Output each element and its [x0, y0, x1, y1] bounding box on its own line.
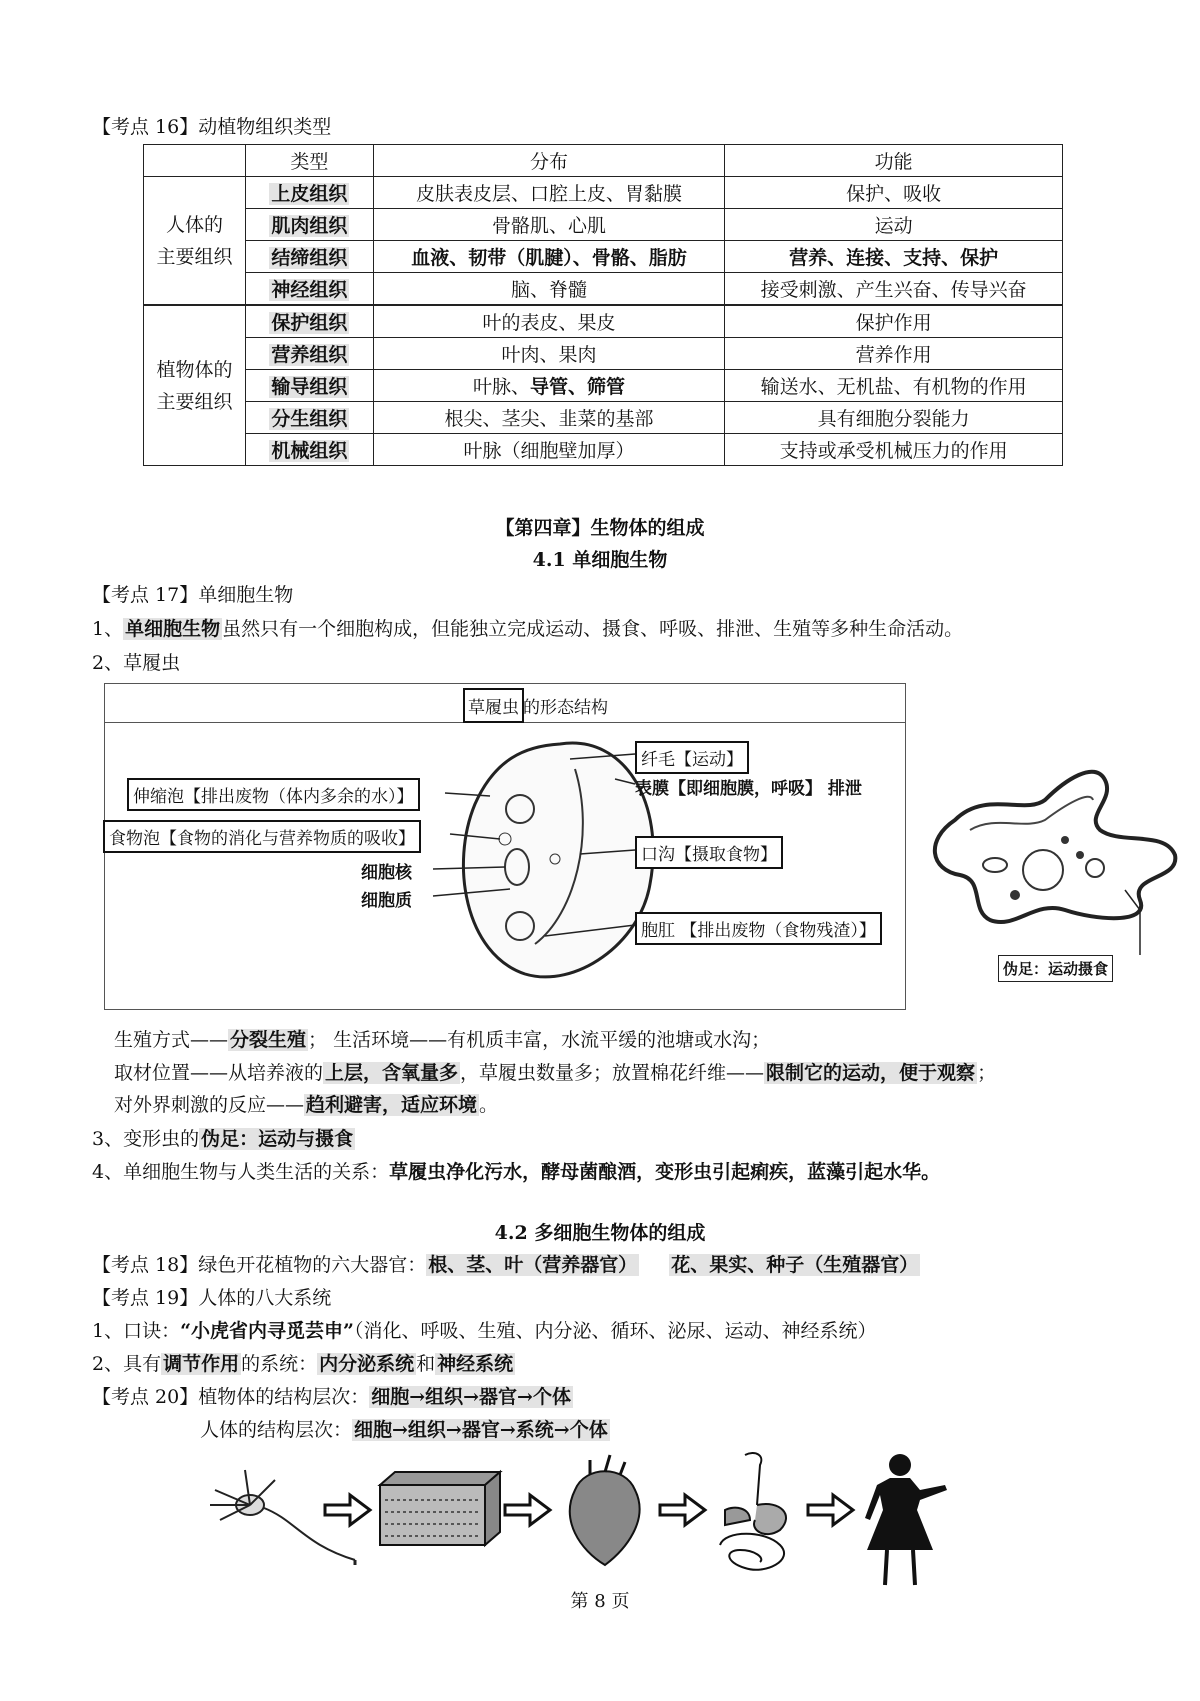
label-membrane	[635, 774, 862, 799]
repro-c: ； 生活环境——有机质丰富，水流平缓的池塘或水沟；	[308, 1029, 771, 1051]
tissue-dist: 脑、脊髓	[373, 273, 725, 306]
tissue-type-text: 神经组织	[271, 279, 348, 301]
tissue-dist: 叶的表皮、果皮	[373, 305, 725, 338]
tissue-func: 具有细胞分裂能力	[725, 402, 1063, 434]
k17-line1	[92, 614, 963, 641]
label-membrane-b: 排泄	[827, 779, 862, 799]
label-oral-groove: 口沟【摄取食物】	[635, 836, 783, 869]
tissue-dist: 叶脉（细胞壁加厚）	[373, 434, 725, 466]
table-header-empty	[144, 145, 246, 177]
tissue-type	[245, 434, 373, 466]
table-header-dist: 分布	[373, 145, 725, 177]
tissue-type-text: 营养组织	[271, 344, 348, 366]
neuron-icon	[210, 1470, 355, 1565]
k17-l1-a: 1、	[92, 618, 124, 640]
repro-line3	[114, 1090, 498, 1117]
tissue-func: 营养、连接、支持、保护	[725, 241, 1063, 273]
repro-d: 取材位置——从培养液的	[114, 1062, 324, 1084]
line4-relation	[92, 1157, 940, 1184]
table-row	[144, 370, 1063, 402]
repro-j: 趋利避害，适应环境	[306, 1094, 478, 1116]
page-number: 第 8 页	[570, 1591, 630, 1612]
tissue-type	[245, 402, 373, 434]
tissue-type	[245, 338, 373, 370]
l3-b: 伪足：运动与摄食	[201, 1128, 354, 1150]
diagram-title-b: 的形态结构	[523, 698, 608, 718]
amoeba-dot	[1061, 836, 1069, 844]
label-cytoplasm: 细胞质	[361, 891, 412, 911]
tissue-func: 输送水、无机盐、有机物的作用	[725, 370, 1063, 402]
repro-h: ；	[977, 1062, 997, 1084]
tissue-type	[245, 209, 373, 241]
diagram-title-a: 草履虫	[468, 698, 519, 718]
repro-g: 限制它的运动，便于观察	[766, 1062, 976, 1084]
tissue-type	[245, 305, 373, 338]
table-row	[144, 402, 1063, 434]
arrow-icon	[808, 1495, 853, 1525]
k20-a: 【考点 20】植物体的结构层次：	[92, 1386, 370, 1408]
k19-line2	[92, 1349, 515, 1376]
tissue-func: 支持或承受机械压力的作用	[725, 434, 1063, 466]
tissue-func: 接受刺激、产生兴奋、传导兴奋	[725, 273, 1063, 306]
plant-group-label	[144, 305, 246, 466]
plant-group-text: 植物体的 主要组织	[156, 358, 233, 413]
tissue-dist: 皮肤表皮层、口腔上皮、胃黏膜	[373, 177, 725, 209]
tissue-type	[245, 370, 373, 402]
k20-line1	[92, 1382, 573, 1409]
amoeba-dot	[1076, 851, 1084, 859]
label-contractile-vacuole: 伸缩泡【排出废物（体内多余的水）】	[127, 778, 420, 811]
k16-title: 【考点 16】动植物组织类型	[92, 116, 332, 138]
k19-l1-a: 1、口诀：	[92, 1320, 181, 1342]
table-row	[144, 209, 1063, 241]
l4-b: 草履虫净化污水，酵母菌酿酒，变形虫引起痢疾，蓝藻引起水华。	[389, 1161, 941, 1183]
k20-c: 人体的结构层次：	[200, 1419, 353, 1441]
label-membrane-a: 表膜【即细胞膜，呼吸】	[635, 779, 822, 799]
l3-a: 3、变形虫的	[92, 1128, 200, 1150]
k17-l1-b: 单细胞生物	[125, 618, 221, 640]
k18-line	[92, 1250, 920, 1277]
arrow-icon	[505, 1495, 550, 1525]
tissue-dist	[373, 370, 725, 402]
k18-b: 根、茎、叶（营养器官）	[428, 1254, 638, 1276]
label-anal-pore: 胞肛 【排出废物（食物残渣）】	[635, 912, 882, 945]
k19-title: 【考点 19】人体的八大系统	[92, 1287, 332, 1309]
k19-l1-b: “小虎省内寻觅芸申”	[180, 1320, 354, 1342]
chapter-title: 【第四章】生物体的组成	[495, 517, 705, 539]
tissue-type-text: 机械组织	[271, 440, 348, 462]
tissue-type-text: 分生组织	[271, 408, 348, 430]
tissue-type-text: 结缔组织	[271, 247, 348, 269]
table-header-func: 功能	[725, 145, 1063, 177]
tissue-dist-a: 叶脉、	[473, 376, 531, 398]
table-header-type: 类型	[245, 145, 373, 177]
tissue-func: 运动	[725, 209, 1063, 241]
repro-b: 分裂生殖	[230, 1029, 307, 1051]
section-title-4-2: 4.2 多细胞生物体的组成	[494, 1222, 706, 1244]
k17-line2: 2、草履虫	[92, 652, 181, 674]
k20-d: 细胞→组织→器官→系统→个体	[354, 1419, 608, 1441]
hierarchy-illustration	[205, 1450, 1005, 1590]
k20-b: 细胞→组织→器官→个体	[371, 1386, 571, 1408]
k20-line2	[200, 1415, 610, 1442]
tissue-type-text: 保护组织	[271, 312, 348, 334]
label-food-vacuole: 食物泡【食物的消化与营养物质的吸收】	[103, 820, 421, 853]
human-group-text: 人体的 主要组织	[156, 213, 233, 268]
tissue-dist-b: 导管、筛管	[530, 376, 626, 398]
k17-l1-c: 虽然只有一个细胞构成，但能独立完成运动、摄食、呼吸、排泄、生殖等多种生命活动。	[222, 618, 964, 640]
tissue-type	[245, 241, 373, 273]
table-row	[144, 273, 1063, 306]
k19-l2-a: 2、具有	[92, 1353, 162, 1375]
tissue-func: 保护作用	[725, 305, 1063, 338]
tissue-dist: 叶肉、果肉	[373, 338, 725, 370]
label-nucleus: 细胞核	[361, 863, 412, 883]
tissue-table	[143, 144, 1063, 466]
label-pseudopod: 伪足：运动摄食	[998, 955, 1113, 982]
table-row	[144, 338, 1063, 370]
tissue-dist: 根尖、茎尖、韭菜的基部	[373, 402, 725, 434]
tissue-type	[245, 273, 373, 306]
human-group-label	[144, 177, 246, 306]
table-row	[144, 434, 1063, 466]
heart-organ-icon	[570, 1455, 640, 1565]
amoeba-body	[935, 772, 1176, 922]
k17-title: 【考点 17】单细胞生物	[92, 584, 294, 606]
k19-l2-c: 的系统：	[241, 1353, 318, 1375]
tissue-dist: 血液、韧带（肌腱）、骨骼、脂肪	[373, 241, 725, 273]
line3-amoeba	[92, 1124, 355, 1151]
label-cilia: 纤毛【运动】	[635, 741, 749, 774]
tissue-type-text: 肌肉组织	[271, 215, 348, 237]
l4-a: 4、单细胞生物与人类生活的关系：	[92, 1161, 390, 1183]
amoeba-dot	[1010, 890, 1020, 900]
k19-line1	[92, 1316, 876, 1343]
arrow-icon	[325, 1495, 370, 1525]
repro-i: 对外界刺激的反应——	[114, 1094, 305, 1116]
repro-line2	[114, 1058, 996, 1085]
tissue-type-text: 输导组织	[271, 376, 348, 398]
tissue-func: 营养作用	[725, 338, 1063, 370]
table-row	[144, 305, 1063, 338]
k19-l2-f: 神经系统	[437, 1353, 514, 1375]
repro-f: ，草履虫数量多；放置棉花纤维——	[460, 1062, 765, 1084]
table-header-row	[144, 145, 1063, 177]
k19-l2-d: 内分泌系统	[319, 1353, 415, 1375]
paramecium-body	[463, 743, 653, 977]
tissue-type	[245, 177, 373, 209]
k18-a: 【考点 18】绿色开花植物的六大器官：	[92, 1254, 427, 1276]
repro-k: 。	[479, 1094, 499, 1116]
tissue-type-text: 上皮组织	[271, 183, 348, 205]
arrow-icon	[660, 1495, 705, 1525]
k19-l1-c: （消化、呼吸、生殖、内分泌、循环、泌尿、运动、神经系统）	[353, 1320, 877, 1342]
repro-line1	[114, 1025, 770, 1052]
tissue-block-icon	[380, 1472, 500, 1545]
person-icon	[865, 1454, 947, 1585]
repro-e: 上层，含氧量多	[325, 1062, 459, 1084]
table-row	[144, 177, 1063, 209]
k19-l2-e: 和	[416, 1353, 436, 1375]
tissue-dist: 骨骼肌、心肌	[373, 209, 725, 241]
digestive-system-icon	[720, 1453, 786, 1570]
table-row	[144, 241, 1063, 273]
tissue-func: 保护、吸收	[725, 177, 1063, 209]
paramecium-diagram	[104, 683, 906, 1010]
k19-l2-b: 调节作用	[163, 1353, 240, 1375]
repro-a: 生殖方式——	[114, 1029, 229, 1051]
k18-c: 花、果实、种子（生殖器官）	[671, 1254, 919, 1276]
section-title-4-1: 4.1 单细胞生物	[532, 549, 668, 571]
